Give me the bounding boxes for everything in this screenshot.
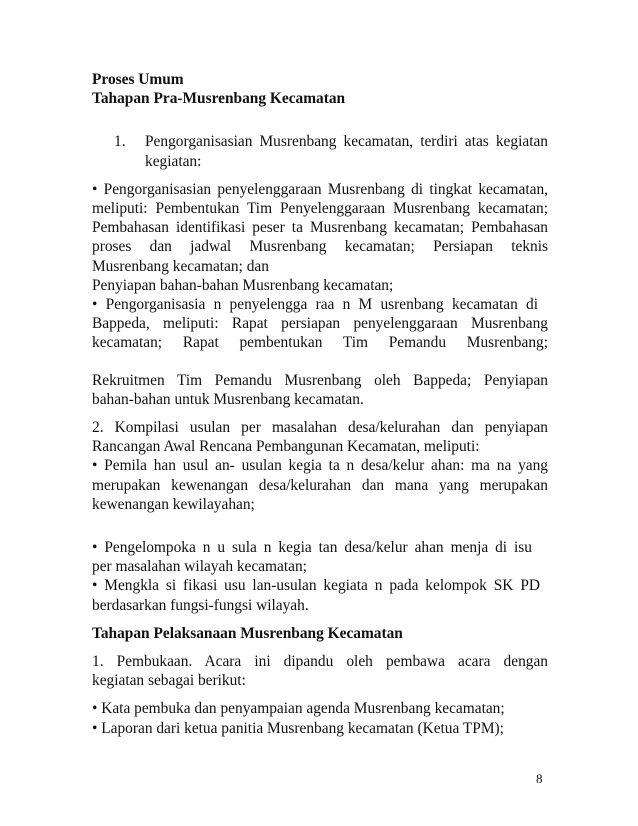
text-line: • Mengkla si fikasi usu lan-usulan kegiata n pada kelompok SK PD <box>92 577 540 595</box>
bullet-list-acara <box>92 699 548 737</box>
section-heading-pelaksanaan: Tahapan Pelaksanaan Musrenbang Kecamatan <box>92 624 403 642</box>
text-line: Rancangan Awal Rencana Pembangunan Kecamatan, meliputi: <box>92 438 480 456</box>
paragraph-kompilasi <box>92 418 548 514</box>
text-line: meliputi: Pembentukan Tim Penyelenggaraan Musrenbang kecamatan; <box>92 200 548 218</box>
document-page <box>92 70 548 738</box>
list-item: • Kata pembuka dan penyampaian agenda Musrenbang kecamatan; <box>92 700 505 718</box>
item-text-line: kegiatan: <box>145 152 202 170</box>
page-number: 8 <box>536 771 543 786</box>
numbered-item-1 <box>114 132 548 170</box>
text-line: • Pengorganisasian penyelenggaraan Musrenbang di tingkat kecamatan, <box>92 180 548 198</box>
text-line: Pembahasan identifikasi peser ta Musrenbang kecamatan; Pembahasan <box>92 219 548 237</box>
paragraph-rekruitmen <box>92 371 548 409</box>
paragraph-pembukaan <box>92 652 548 690</box>
text-line: Penyiapan bahan-bahan Musrenbang kecamatan; <box>92 276 394 294</box>
text-line: Musrenbang kecamatan; dan <box>92 257 269 275</box>
text-line: Bappeda, meliputi: Rapat persiapan penyelenggaraan Musrenbang <box>92 315 548 333</box>
item-text-line: Pengorganisasian Musrenbang kecamatan, terdiri atas kegiatan <box>145 133 548 151</box>
text-line: • Pengorganisasia n penyelengga raa n M usrenbang kecamatan di <box>92 296 538 314</box>
section-heading-pra-musrenbang: Tahapan Pra-Musrenbang Kecamatan <box>92 90 346 108</box>
paragraph-pengelompokan <box>92 538 548 615</box>
text-line: kecamatan; Rapat pembentukan Tim Pemandu Musrenbang; <box>92 334 548 352</box>
list-item: • Laporan dari ketua panitia Musrenbang kecamatan (Ketua TPM); <box>92 719 504 737</box>
text-line: Rekruitmen Tim Pemandu Musrenbang oleh Bappeda; Penyiapan <box>92 371 548 389</box>
text-line: kegiatan sebagai berikut: <box>92 672 246 690</box>
text-line: • Pemila han usul an- usulan kegia ta n desa/kelur ahan: ma na yang <box>92 457 548 475</box>
text-line: per masalahan wilayah kecamatan; <box>92 558 307 576</box>
text-line: merupakan kewenangan desa/kelurahan dan mana yang merupakan <box>92 476 548 494</box>
item-number: 1. <box>114 133 126 151</box>
text-line: berdasarkan fungsi-fungsi wilayah. <box>92 596 309 614</box>
text-line: 2. Kompilasi usulan per masalahan desa/kelurahan dan penyiapan <box>92 419 548 437</box>
text-line: bahan-bahan untuk Musrenbang kecamatan. <box>92 390 364 408</box>
text-line: proses dan jadwal Musrenbang kecamatan; Persiapan teknis <box>92 238 548 256</box>
paragraph-pengorganisasian <box>92 180 548 353</box>
text-line: 1. Pembukaan. Acara ini dipandu oleh pembawa acara dengan <box>92 653 548 671</box>
text-line: • Pengelompoka n u sula n kegia tan desa/kelur ahan menja di isu <box>92 539 532 557</box>
section-heading-proses-umum: Proses Umum <box>92 71 184 88</box>
text-line: kewenangan kewilayahan; <box>92 495 255 513</box>
